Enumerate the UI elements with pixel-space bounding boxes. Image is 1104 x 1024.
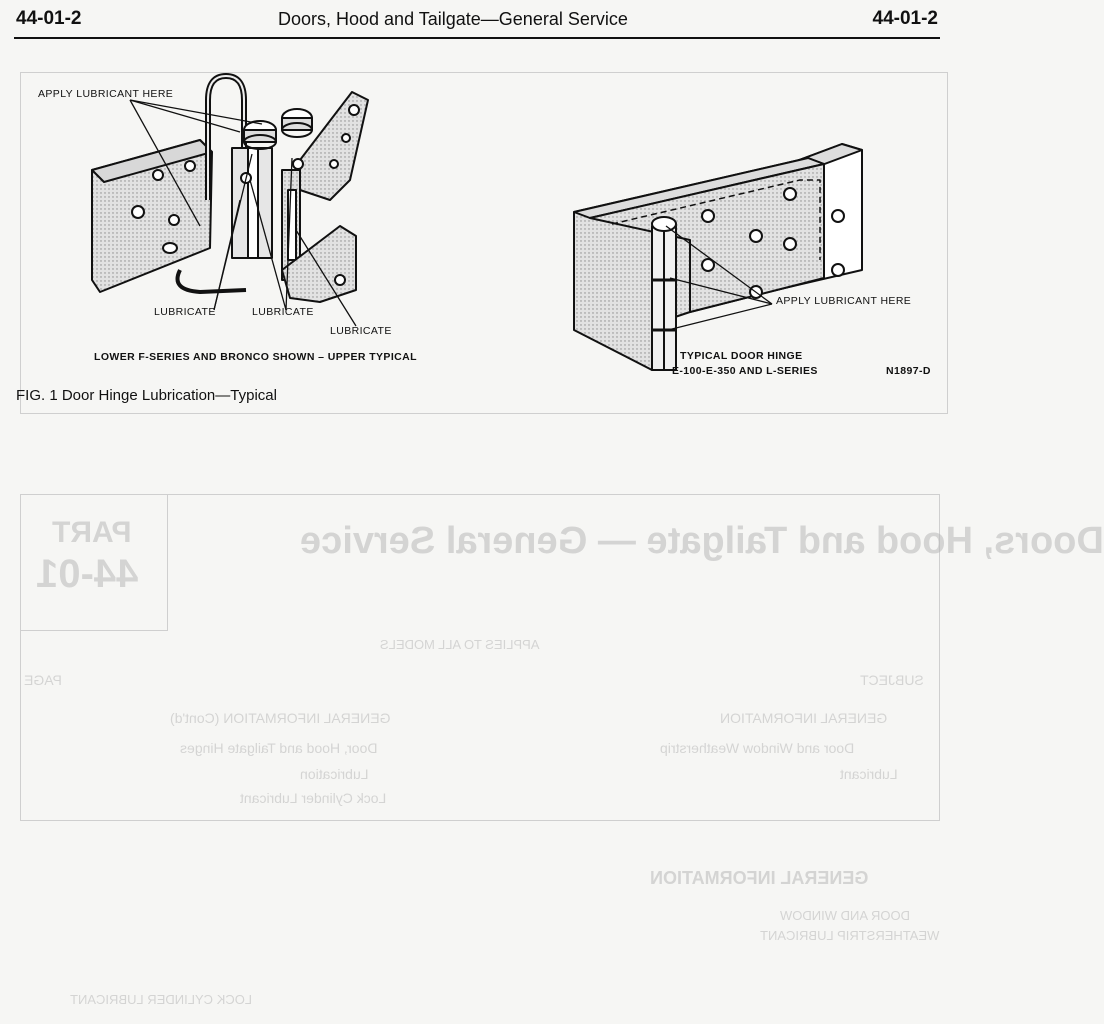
ghost-row5: Door, Hood and Tailgate Hinges bbox=[180, 740, 378, 756]
ghost-row7: Lock Cylinder Lubricant bbox=[240, 790, 387, 806]
page-number-left: 44-01-2 bbox=[16, 8, 82, 29]
ghost-heading: Doors, Hood and Tailgate — General Service bbox=[300, 520, 1104, 562]
page-number-right: 44-01-2 bbox=[872, 8, 938, 29]
page-title: Doors, Hood and Tailgate—General Service bbox=[278, 9, 628, 29]
lubricate-label-1: LUBRICATE bbox=[154, 306, 216, 318]
ghost-weatherstrip: WEATHERSTRIP LUBRICANT bbox=[760, 928, 940, 943]
ghost-part-number: 44-01 bbox=[36, 552, 139, 596]
ghost-row4: GENERAL INFORMATION (Cont'd) bbox=[170, 710, 391, 726]
ghost-part-label: PART bbox=[52, 516, 132, 549]
page-header bbox=[0, 0, 968, 40]
series-label: E-100-E-350 AND L-SERIES bbox=[672, 365, 818, 377]
ghost-subject-col: SUBJECT bbox=[860, 672, 924, 688]
ghost-part-box bbox=[20, 494, 168, 631]
ghost-row2: Door and Window Weatherstrip bbox=[660, 740, 855, 756]
figure-caption: FIG. 1 Door Hinge Lubrication—Typical bbox=[16, 387, 277, 404]
ghost-door-window: DOOR AND WINDOW bbox=[780, 908, 910, 923]
apply-lubricant-label-right: APPLY LUBRICANT HERE bbox=[776, 295, 912, 307]
header-rule bbox=[14, 37, 940, 39]
hinge-figure bbox=[0, 40, 968, 430]
ghost-table-bottom bbox=[20, 494, 940, 821]
typical-door-hinge-label: TYPICAL DOOR HINGE bbox=[680, 350, 803, 362]
left-hinge-drawing bbox=[92, 76, 368, 302]
ghost-row3: Lubricant bbox=[840, 766, 898, 782]
ghost-lock-cyl: LOCK CYLINDER LUBRICANT bbox=[70, 992, 253, 1007]
ghost-row1: GENERAL INFORMATION bbox=[720, 710, 888, 726]
lower-series-caption: LOWER F-SERIES AND BRONCO SHOWN – UPPER TYPICAL bbox=[94, 351, 417, 363]
ghost-page-col: PAGE bbox=[24, 672, 62, 688]
apply-lubricant-label-left: APPLY LUBRICANT HERE bbox=[38, 88, 174, 100]
lubricate-label-3: LUBRICATE bbox=[330, 325, 392, 337]
figure-number: N1897-D bbox=[886, 365, 931, 377]
ghost-row6: Lubrication bbox=[300, 766, 369, 782]
right-hinge-drawing bbox=[574, 144, 862, 370]
ghost-applies: APPLIES TO ALL MODELS bbox=[380, 637, 540, 652]
lubricate-label-2: LUBRICATE bbox=[252, 306, 314, 318]
ghost-gen-info: GENERAL INFORMATION bbox=[650, 868, 869, 888]
